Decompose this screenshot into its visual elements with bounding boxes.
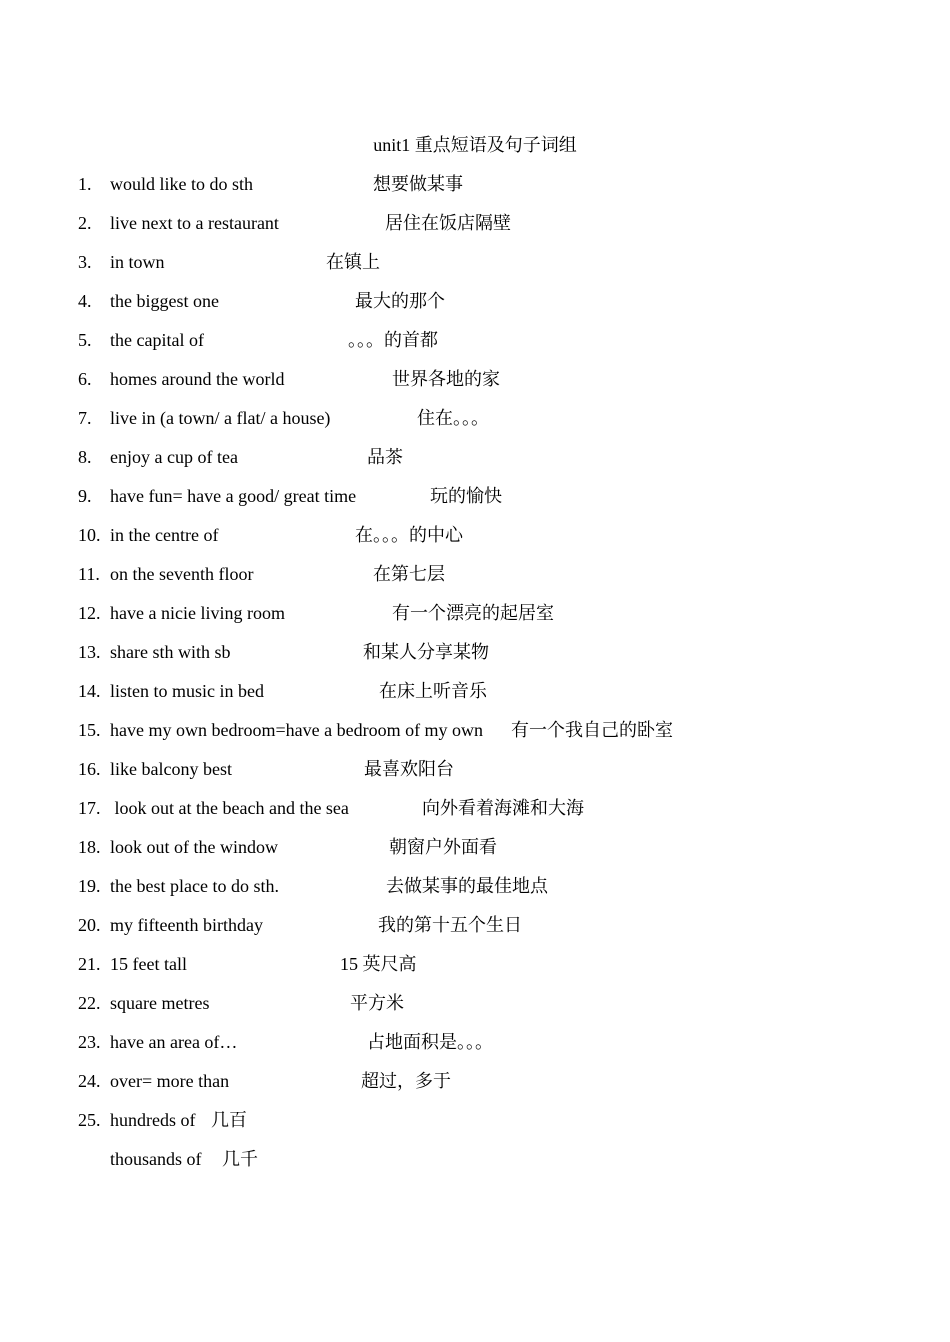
item-number: 1. [78,174,92,194]
english-phrase: hundreds of [110,1110,196,1130]
english-phrase: have a nicie living room [110,603,285,623]
english-phrase: in the centre of [110,525,219,545]
list-item [78,952,938,991]
item-number: 20. [78,915,101,935]
item-number: 22. [78,993,101,1013]
list-item [78,1069,938,1108]
item-number: 14. [78,681,101,701]
chinese-meaning: 玩的愉快 [430,486,502,506]
list-item [78,679,938,718]
chinese-meaning: 居住在饭店隔壁 [385,213,511,233]
item-number: 18. [78,837,101,857]
item-number: 2. [78,213,92,233]
chinese-meaning: 有一个漂亮的起居室 [392,603,554,623]
item-number: 5. [78,330,92,350]
english-phrase: listen to music in bed [110,681,264,701]
item-number: 13. [78,642,101,662]
item-number: 23. [78,1032,101,1052]
list-item [78,484,938,523]
chinese-meaning: 我的第十五个生日 [378,915,522,935]
phrase-list [78,172,938,1186]
item-number: 7. [78,408,92,428]
item-number: 21. [78,954,101,974]
english-phrase: over= more than [110,1071,230,1091]
list-item [78,367,938,406]
chinese-meaning: 在第七层 [373,564,445,584]
english-phrase: the biggest one [110,291,219,311]
item-number: 8. [78,447,92,467]
chinese-meaning: 在镇上 [326,252,380,272]
list-item [78,874,938,913]
list-item [78,289,938,328]
item-number: 4. [78,291,92,311]
list-item [78,523,938,562]
english-phrase: look out at the beach and the sea [110,798,349,818]
list-item [78,1147,938,1186]
english-phrase: have an area of… [110,1032,238,1052]
english-phrase: like balcony best [110,759,232,779]
english-phrase: live in (a town/ a flat/ a house) [110,408,331,428]
english-phrase: live next to a restaurant [110,213,279,233]
list-item [78,640,938,679]
list-item [78,1030,938,1069]
english-phrase: share sth with sb [110,642,231,662]
list-item [78,796,938,835]
list-item [78,562,938,601]
list-item [78,250,938,289]
chinese-meaning: 几百 [211,1110,247,1130]
list-item [78,1108,938,1147]
item-number: 17. [78,798,101,818]
english-phrase: the capital of [110,330,204,350]
list-item [78,757,938,796]
chinese-meaning: 住在。。。 [417,408,489,428]
list-item [78,211,938,250]
item-number: 25. [78,1110,101,1130]
document-title: unit1 重点短语及句子词组 [373,135,577,155]
chinese-meaning: 有一个我自己的卧室 [511,720,673,740]
item-number: 9. [78,486,92,506]
chinese-meaning: 超过，多于 [361,1071,451,1091]
item-number: 11. [78,564,100,584]
item-number: 12. [78,603,101,623]
chinese-meaning: 品茶 [367,447,403,467]
english-phrase: thousands of [110,1149,202,1169]
english-phrase: the best place to do sth. [110,876,279,896]
chinese-meaning: 最大的那个 [355,291,445,311]
chinese-meaning: 向外看着海滩和大海 [422,798,584,818]
item-number: 15. [78,720,101,740]
english-phrase: homes around the world [110,369,285,389]
english-phrase: my fifteenth birthday [110,915,263,935]
english-phrase: enjoy a cup of tea [110,447,238,467]
chinese-meaning: 15 英尺高 [340,954,417,974]
english-phrase: on the seventh floor [110,564,254,584]
list-item [78,406,938,445]
list-item [78,172,938,211]
chinese-meaning: 在床上听音乐 [379,681,487,701]
chinese-meaning: 平方米 [350,993,404,1013]
chinese-meaning: 世界各地的家 [392,369,500,389]
english-phrase: have fun= have a good/ great time [110,486,357,506]
list-item [78,601,938,640]
item-number: 3. [78,252,92,272]
list-item [78,913,938,952]
chinese-meaning: 最喜欢阳台 [364,759,454,779]
chinese-meaning: 。。。的首都 [348,330,438,350]
list-item [78,835,938,874]
list-item [78,328,938,367]
chinese-meaning: 想要做某事 [373,174,463,194]
item-number: 24. [78,1071,101,1091]
chinese-meaning: 在。。。的中心 [355,525,463,545]
english-phrase: in town [110,252,165,272]
chinese-meaning: 几千 [222,1149,258,1169]
item-number: 19. [78,876,101,896]
chinese-meaning: 占地面积是。。。 [367,1032,493,1052]
list-item [78,445,938,484]
english-phrase: square metres [110,993,210,1013]
list-item [78,991,938,1030]
item-number: 10. [78,525,101,545]
list-item [78,718,938,757]
chinese-meaning: 和某人分享某物 [363,642,489,662]
chinese-meaning: 朝窗户外面看 [389,837,497,857]
english-phrase: look out of the window [110,837,278,857]
english-phrase: 15 feet tall [110,954,187,974]
chinese-meaning: 去做某事的最佳地点 [386,876,548,896]
english-phrase: would like to do sth [110,174,253,194]
item-number: 6. [78,369,92,389]
english-phrase: have my own bedroom=have a bedroom of my own [110,720,484,740]
item-number: 16. [78,759,101,779]
